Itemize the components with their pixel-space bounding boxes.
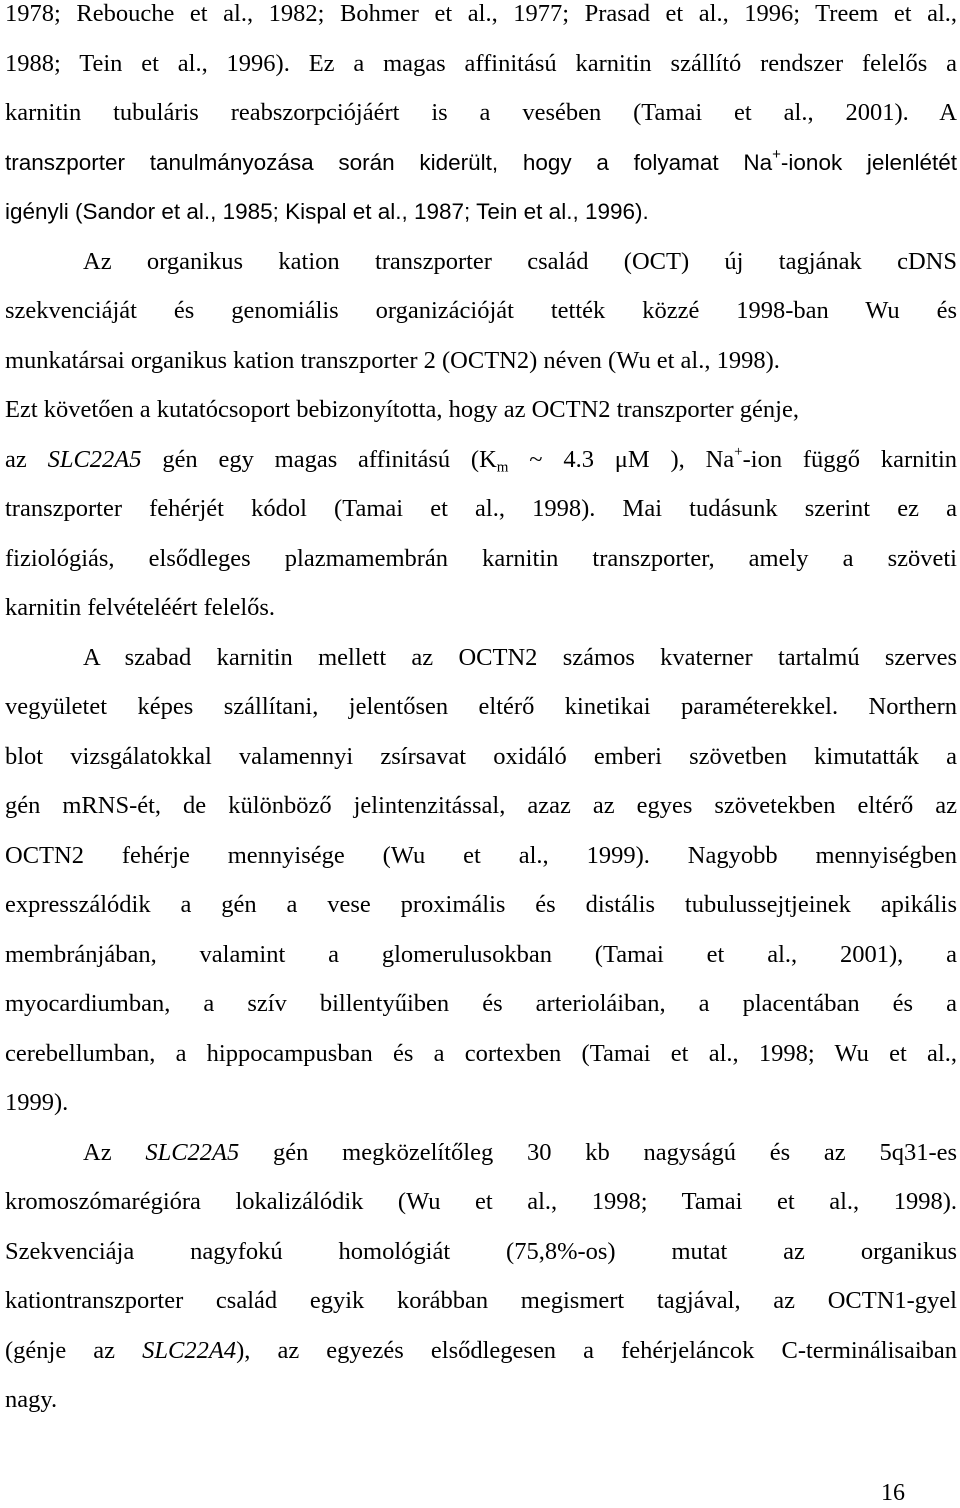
- text-segment: Az: [83, 1138, 112, 1166]
- text-line: Ezt követően a kutatócsoport bebizonyította, hogy az OCTN2 transzporter génje,: [5, 396, 799, 423]
- text-line: 1978; Rebouche et al., 1982; Bohmer et al., 1977; Prasad et al., 1996; Treem et al.,: [5, 0, 957, 27]
- text-line: [5, 435, 957, 485]
- gene-name: SLC22A5: [47, 445, 142, 473]
- text-line: szekvenciáját és genomiális organizációját tették közzé 1998-ban Wu és: [5, 297, 957, 324]
- text-segment: ~ 4.3 μM ), Na: [529, 445, 735, 473]
- text-line: [5, 1326, 957, 1376]
- text-line: fiziológiás, elsődleges plazmamembrán karnitin transzporter, amely a szöveti: [5, 544, 957, 572]
- text-line: transzporter fehérjét kódol (Tamai et al., 1998). Mai tudásunk szerint ez a: [5, 495, 957, 522]
- text-line: igényli (Sandor et al., 1985; Kispal et al., 1987; Tein et al., 1996).: [5, 199, 649, 224]
- text-line: karnitin felvételéért felelős.: [5, 594, 276, 621]
- text-line: kromoszómarégióra lokalizálódik (Wu et al., 1998; Tamai et al., 1998).: [5, 1188, 957, 1215]
- text-line: kationtranszporter család egyik korábban megismert tagjával, az OCTN1-gyel: [5, 1287, 957, 1314]
- superscript: +: [734, 443, 743, 460]
- text-line: [5, 138, 957, 188]
- text-segment: -ion függő karnitin: [742, 445, 958, 473]
- page-number: 16: [881, 1480, 905, 1506]
- text-line: vegyületet képes szállítani, jelentősen eltérő kinetikai paraméterekkel. Northern: [5, 693, 957, 720]
- text-segment: gén megközelítőleg 30 kb nagyságú és az 5q31-es: [273, 1138, 958, 1166]
- text-line: myocardiumban, a szív billentyűiben és arterioláiban, a placentában és a: [5, 990, 957, 1017]
- text-line: Szekvenciája nagyfokú homológiát (75,8%-os) mutat az organikus: [5, 1237, 957, 1265]
- text-line: 1999).: [5, 1089, 69, 1116]
- body-text: [5, 0, 957, 1425]
- text-line: membránjában, valamint a glomerulusokban (Tamai et al., 2001), a: [5, 940, 957, 968]
- text-line: gén mRNS-ét, de különböző jelintenzitással, azaz az egyes szövetekben eltérő az: [5, 792, 957, 819]
- text-line: karnitin tubuláris reabszorpciójáért is a vesében (Tamai et al., 2001). A: [5, 99, 957, 126]
- superscript: +: [772, 145, 781, 163]
- text-line: nagy.: [5, 1386, 58, 1413]
- text-segment: ), az egyezés elsődlegesen a fehérjeláncok C-terminálisaiban: [236, 1336, 958, 1364]
- text-line: 1988; Tein et al., 1996). Ez a magas affinitású karnitin szállító rendszer felelős a: [5, 49, 957, 77]
- text-line: expresszálódik a gén a vese proximális és distális tubulussejtjeinek apikális: [5, 891, 957, 918]
- text-line: munkatársai organikus kation transzporter 2 (OCTN2) néven (Wu et al., 1998).: [5, 346, 780, 374]
- paragraph-first-line: A szabad karnitin mellett az OCTN2 számos kvaterner tartalmú szerves: [83, 643, 957, 671]
- gene-name: SLC22A4: [142, 1336, 237, 1364]
- text-line: cerebellumban, a hippocampusban és a cortexben (Tamai et al., 1998; Wu et al.,: [5, 1039, 957, 1067]
- text-segment: gén egy magas affinitású (K: [162, 445, 497, 473]
- paragraph-first-line: [5, 1128, 957, 1178]
- text-segment: (génje az: [5, 1336, 116, 1364]
- text-line: OCTN2 fehérje mennyisége (Wu et al., 1999). Nagyobb mennyiségben: [5, 841, 957, 869]
- subscript: m: [496, 459, 509, 475]
- paragraph-first-line: Az organikus kation transzporter család (OCT) új tagjának cDNS: [83, 247, 957, 275]
- gene-name: SLC22A5: [145, 1138, 240, 1166]
- text-segment: transzporter tanulmányozása során kiderült, hogy a folyamat Na: [5, 149, 773, 175]
- text-line: blot vizsgálatokkal valamennyi zsírsavat oxidáló emberi szövetben kimutatták a: [5, 742, 957, 770]
- text-segment: az: [5, 445, 27, 473]
- text-segment: -ionok jelenlétét: [780, 149, 957, 175]
